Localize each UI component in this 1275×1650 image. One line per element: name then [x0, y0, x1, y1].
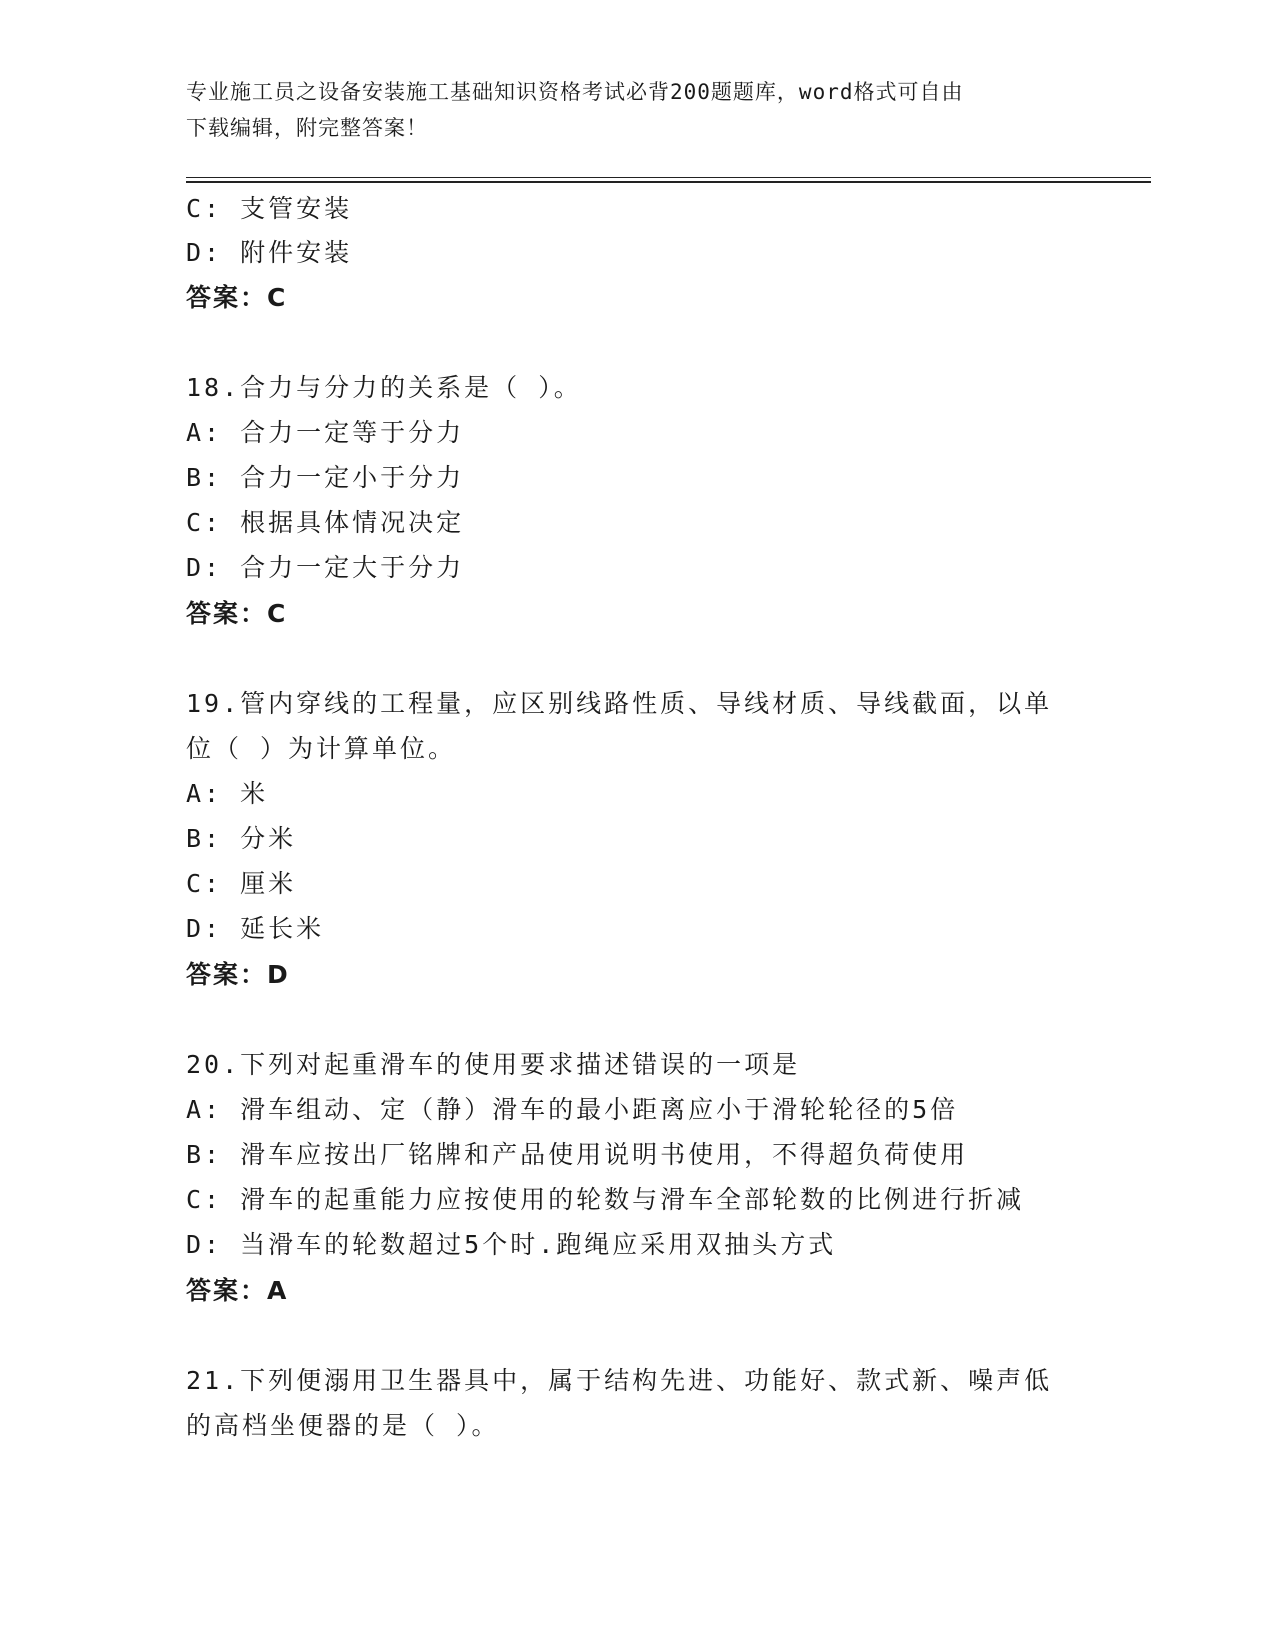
q19-answer: 答案：D: [186, 960, 290, 989]
q18-option-c: C: 根据具体情况决定: [186, 508, 465, 537]
q19-option-a: A: 米: [186, 779, 269, 808]
q20-option-a: A: 滑车组动、定（静）滑车的最小距离应小于滑轮轮径的5倍: [186, 1095, 959, 1124]
q19-stem-line-2: 位（ ）为计算单位。: [186, 734, 457, 763]
q20-answer: 答案：A: [186, 1276, 289, 1305]
q20-option-c: C: 滑车的起重能力应按使用的轮数与滑车全部轮数的比例进行折减: [186, 1185, 1025, 1214]
q17-answer: 答案：C: [186, 283, 288, 312]
page-header: [186, 74, 1066, 146]
q19-option-d: D: 延长米: [186, 914, 325, 943]
q19-option-c: C: 厘米: [186, 869, 297, 898]
q19-option-b: B: 分米: [186, 824, 297, 853]
header-divider: [186, 177, 1151, 183]
q18-option-d: D: 合力一定大于分力: [186, 553, 465, 582]
q18-option-a: A: 合力一定等于分力: [186, 418, 465, 447]
q21-stem-line-2: 的高档坐便器的是（ ）。: [186, 1411, 500, 1440]
q18-answer: 答案：C: [186, 599, 288, 628]
header-title-line-1: 专业施工员之设备安装施工基础知识资格考试必背200题题库，word格式可自由: [186, 80, 964, 104]
q20-option-b: B: 滑车应按出厂铭牌和产品使用说明书使用，不得超负荷使用: [186, 1140, 969, 1169]
q17-option-d: D: 附件安装: [186, 238, 353, 267]
q18-stem: 18.合力与分力的关系是（ ）。: [186, 373, 582, 402]
header-title-line-2: 下载编辑，附完整答案！: [186, 116, 428, 140]
q17-option-c: C: 支管安装: [186, 194, 353, 223]
q19-stem-line-1: 19.管内穿线的工程量，应区别线路性质、导线材质、导线截面，以单: [186, 689, 1053, 718]
q18-option-b: B: 合力一定小于分力: [186, 463, 465, 492]
q20-option-d: D: 当滑车的轮数超过5个时.跑绳应采用双抽头方式: [186, 1230, 837, 1259]
q20-stem: 20.下列对起重滑车的使用要求描述错误的一项是: [186, 1050, 801, 1079]
q21-stem-line-1: 21.下列便溺用卫生器具中，属于结构先进、功能好、款式新、噪声低: [186, 1366, 1053, 1395]
